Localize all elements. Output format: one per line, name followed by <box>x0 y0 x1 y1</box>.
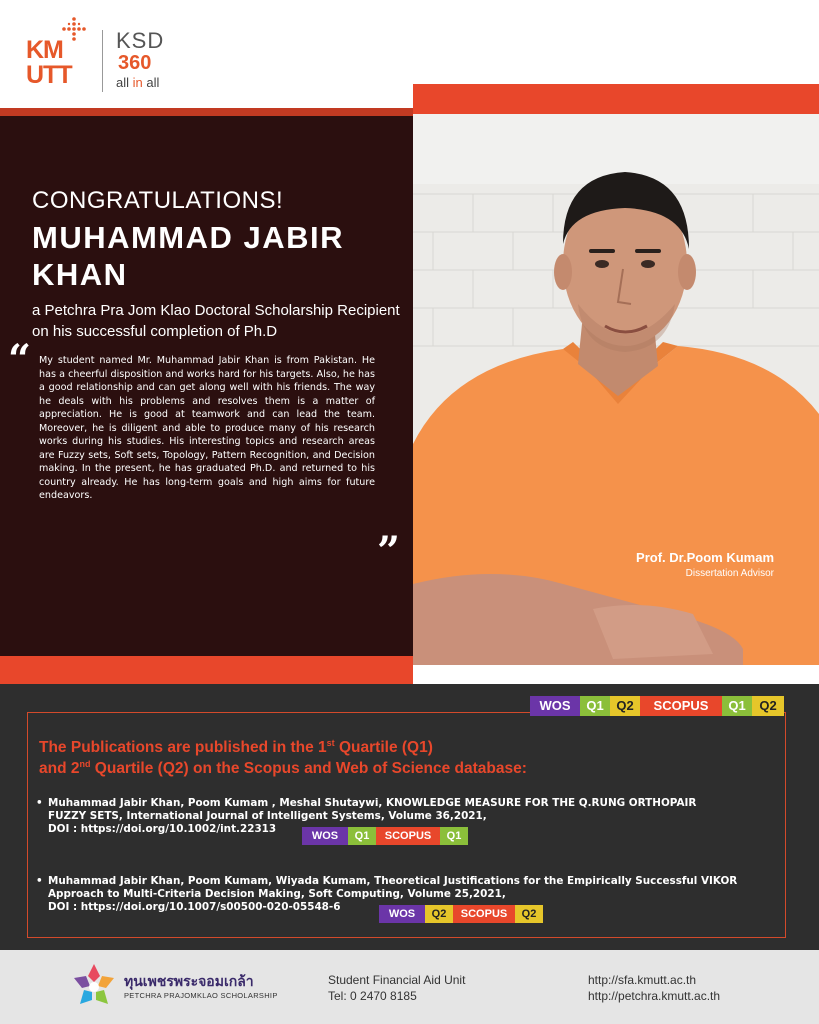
badge-scopus: SCOPUS <box>453 905 515 923</box>
badge-scopus: SCOPUS <box>376 827 440 845</box>
portrait-photo <box>413 114 819 665</box>
badge-q1: Q1 <box>722 696 752 716</box>
citation-line: Muhammad Jabir Khan, Poom Kumam, Wiyada Kumam, Theoretical Justifications for the Empirically Successful VIKOR <box>48 875 738 887</box>
open-quote-icon: “ <box>8 336 32 383</box>
scholarship-subtitle: a Petchra Pra Jom Klao Doctoral Scholarship Recipient on his successful completion of Ph.D <box>32 302 400 340</box>
quartile-legend-badges <box>530 696 784 716</box>
unit-name: Student Financial Aid Unit <box>328 973 466 987</box>
heading-line1-post: Quartile (Q1) <box>334 739 433 756</box>
tagline-mid: in <box>132 75 143 90</box>
kmutt-logo-text-bottom: UTT <box>26 61 72 89</box>
heading-line2-post: Quartile (Q2) on the Scopus and Web of Science database: <box>90 760 527 777</box>
citation-line: Muhammad Jabir Khan, Poom Kumam , Meshal Shutaywi, KNOWLEDGE MEASURE FOR THE Q.RUNG ORTHOPAIR <box>48 797 697 809</box>
congratulations-heading: CONGRATULATIONS! <box>32 187 284 214</box>
citation-doi: DOI : https://doi.org/10.1007/s00500-020-05548-6 <box>48 901 341 913</box>
badge-q2: Q2 <box>610 696 640 716</box>
badge-q2: Q2 <box>515 905 543 923</box>
tagline-pre: all <box>116 75 133 90</box>
kmutt-cross-dots-icon <box>59 16 89 46</box>
unit-telephone: Tel: 0 2470 8185 <box>328 989 417 1003</box>
ksd-logo-text: KSD <box>116 28 165 53</box>
kmutt-logo-text-top: KM <box>26 36 63 64</box>
logo-divider <box>102 30 103 92</box>
advisor-role: Dissertation Advisor <box>685 568 774 579</box>
badge-q1: Q1 <box>348 827 376 845</box>
scholarship-name-thai: ทุนเพชรพระจอมเกล้า <box>124 974 254 990</box>
sfa-website-link[interactable]: http://sfa.kmutt.ac.th <box>588 973 697 987</box>
advisor-name: Prof. Dr.Poom Kumam <box>636 550 774 565</box>
ksd-logo-number: 360 <box>118 52 152 74</box>
bullet: • <box>36 797 43 809</box>
ksd-tagline <box>116 76 159 90</box>
advisor-quote: My student named Mr. Muhammad Jabir Khan is from Pakistan. He has a cheerful disposition and works hard for his targets. Also, he has a good relationship and can get along well with his friends. The way he deals with his problems and resolves them is a matter of appreciation. He is good at teamwork and can lead the team. Moreover, he is diligent and able to produce many of his research works during his studies. His interesting topics and research areas are Fuzzy sets, Soft sets, Topology, Pattern Recognition, and Decision making. In the present, he has graduated Ph.D. and returned to his country already. He has long-term goals and high aims for future endeavors. <box>39 355 375 501</box>
recipient-name: MUHAMMAD JABIR KHAN <box>32 220 345 292</box>
publications-heading <box>39 737 739 779</box>
close-quote-icon: ” <box>377 528 401 575</box>
badge-scopus: SCOPUS <box>640 696 722 716</box>
heading-line2-sup: nd <box>79 758 91 769</box>
orange-accent-bar-bottom <box>0 656 413 684</box>
publication-badges <box>302 827 468 845</box>
petchra-scholarship-logo-icon <box>70 962 118 1010</box>
petchra-website-link[interactable]: http://petchra.kmutt.ac.th <box>588 989 721 1003</box>
tagline-post: all <box>142 75 160 90</box>
badge-wos: WOS <box>530 696 580 716</box>
badge-wos: WOS <box>379 905 425 923</box>
bullet: • <box>36 875 43 887</box>
badge-q1: Q1 <box>440 827 468 845</box>
citation-line: Approach to Multi-Criteria Decision Making, Soft Computing, Volume 25,2021, <box>48 888 506 900</box>
publications-heading-line2 <box>39 758 739 779</box>
panel-top-strip <box>0 108 413 116</box>
scholarship-name-english: PETCHRA PRAJOMKLAO SCHOLARSHIP <box>124 991 278 1000</box>
ksd360-logo <box>116 30 186 94</box>
orange-accent-bar-top <box>413 84 819 114</box>
heading-line2-text: and 2 <box>39 760 80 777</box>
badge-q2: Q2 <box>425 905 453 923</box>
badge-wos: WOS <box>302 827 348 845</box>
citation-doi: DOI : https://doi.org/10.1002/int.22313 <box>48 823 277 835</box>
citation-line: FUZZY SETS, International Journal of Intelligent Systems, Volume 36,2021, <box>48 810 487 822</box>
footer <box>0 950 819 1024</box>
publication-badges <box>379 905 543 923</box>
heading-line1-sup: st <box>326 737 335 748</box>
portrait-illustration <box>413 114 819 665</box>
publications-heading-line1 <box>39 737 739 758</box>
kmutt-logo <box>26 16 92 92</box>
badge-q1: Q1 <box>580 696 610 716</box>
heading-line1-text: The Publications are published in the 1 <box>39 739 327 756</box>
badge-q2: Q2 <box>752 696 784 716</box>
